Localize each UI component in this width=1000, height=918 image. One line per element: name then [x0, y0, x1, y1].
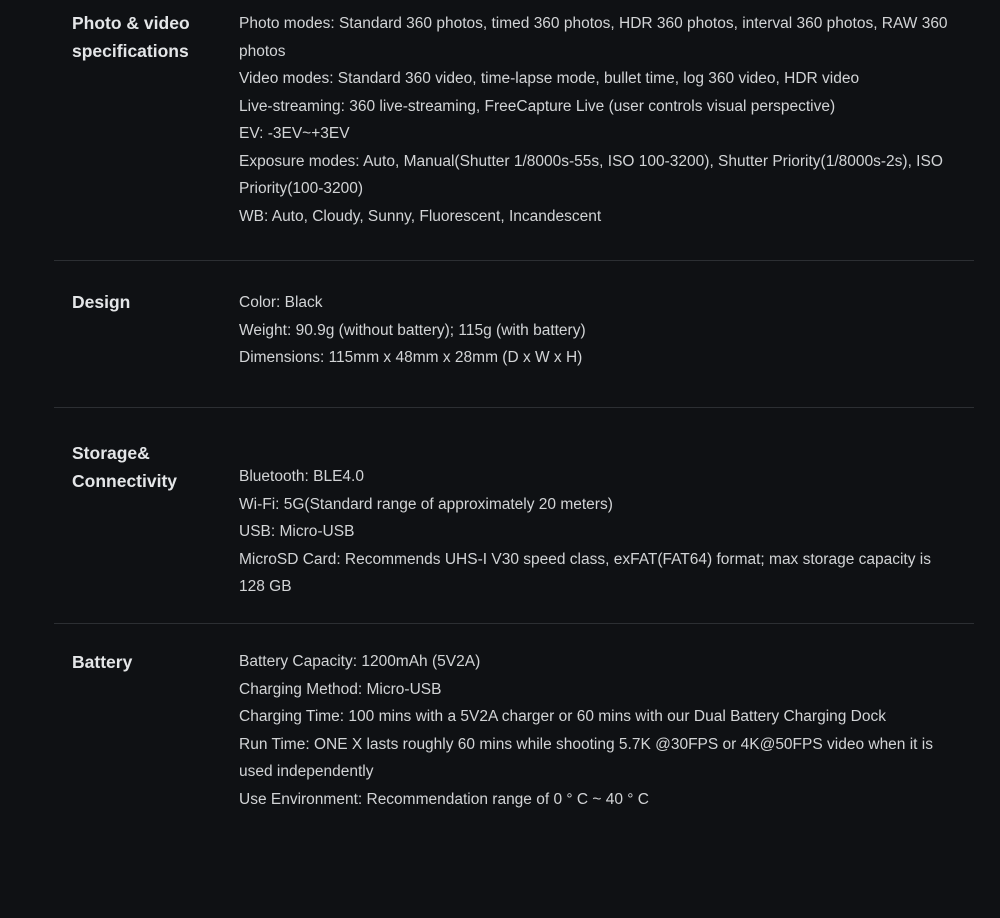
spec-item: Run Time: ONE X lasts roughly 60 mins while shooting 5.7K @30FPS or 4K@50FPS video when it is used independently	[239, 735, 933, 780]
section-divider	[54, 260, 974, 261]
spec-item: Charging Method: Micro-USB	[239, 680, 442, 698]
spec-item: Battery Capacity: 1200mAh (5V2A)	[239, 653, 481, 670]
section-values	[239, 289, 959, 372]
spec-item: Dimensions: 115mm x 48mm x 28mm (D x W x H)	[239, 349, 583, 366]
spec-item: Video modes: Standard 360 video, time-lapse mode, bullet time, log 360 video, HDR video	[239, 70, 860, 87]
section-divider	[54, 623, 974, 624]
spec-item: Color: Black	[239, 294, 323, 311]
spec-item: Use Environment: Recommendation range of 0 ° C ~ 40 ° C	[239, 790, 650, 808]
section-values	[239, 463, 959, 601]
spec-item: Live-streaming: 360 live-streaming, FreeCapture Live (user controls visual perspective)	[239, 97, 836, 115]
spec-item: Photo modes: Standard 360 photos, timed 360 photos, HDR 360 photos, interval 360 photos, RAW 360 photos	[239, 15, 948, 60]
section-divider	[54, 407, 974, 408]
spec-item: Bluetooth: BLE4.0	[239, 468, 364, 485]
section-label: Photo & video specifications	[72, 13, 190, 61]
spec-item: Weight: 90.9g (without battery); 115g (with battery)	[239, 321, 586, 339]
section-label: Storage& Connectivity	[72, 443, 178, 491]
spec-item: Exposure modes: Auto, Manual(Shutter 1/8000s-55s, ISO 100-3200), Shutter Priority(1/8000s-2s), ISO Priority(100-3200)	[239, 152, 943, 197]
spec-item: USB: Micro-USB	[239, 523, 355, 540]
section-label: Battery	[72, 652, 133, 672]
spec-item: Wi-Fi: 5G(Standard range of approximately 20 meters)	[239, 495, 613, 513]
spec-item: Charging Time: 100 mins with a 5V2A charger or 60 mins with our Dual Battery Charging Dock	[239, 708, 886, 725]
section-values	[239, 10, 959, 230]
spec-item: WB: Auto, Cloudy, Sunny, Fluorescent, Incandescent	[239, 207, 602, 225]
section-values	[239, 648, 959, 813]
spec-item: EV: -3EV~+3EV	[239, 125, 350, 142]
spec-item: MicroSD Card: Recommends UHS-I V30 speed class, exFAT(FAT64) format; max storage capacity is 128 GB	[239, 550, 931, 595]
section-label: Design	[72, 292, 131, 312]
